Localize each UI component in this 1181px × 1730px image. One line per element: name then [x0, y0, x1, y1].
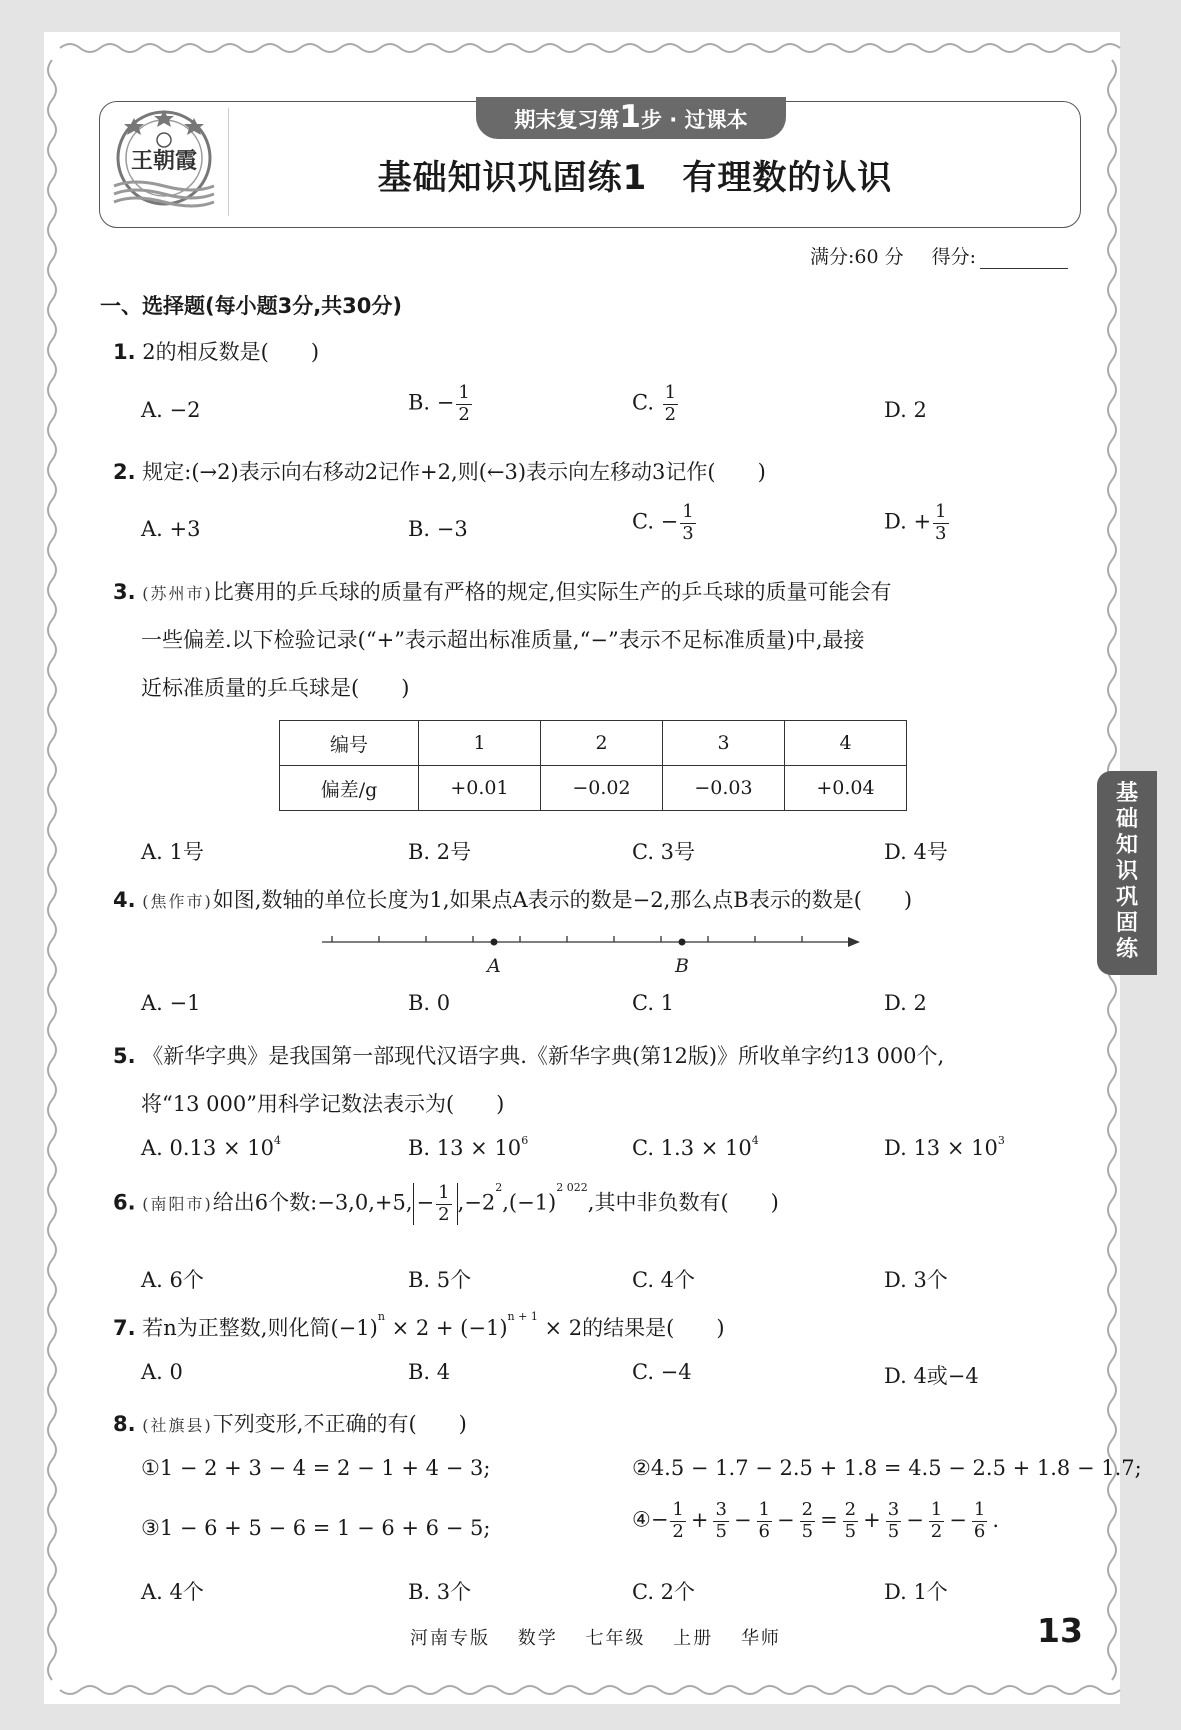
option-label: C. 1.3 × 10 [632, 1136, 752, 1160]
q8-expression-2: ②4.5 − 1.7 − 2.5 + 1.8 = 4.5 − 2.5 + 1.8 − 1.7; [632, 1456, 1142, 1480]
numerator: 1 [664, 382, 677, 403]
section-heading: 一、选择题(每小题3分,共30分) [100, 294, 403, 318]
q2-option-a[interactable]: A. +3 [141, 517, 201, 541]
q8-option-c[interactable]: C. 2个 [632, 1580, 696, 1604]
q1-option-c[interactable] [632, 383, 680, 425]
q6-option-a[interactable]: A. 6个 [141, 1268, 204, 1292]
question-5-line-2: 将“13 000”用科学记数法表示为( ) [141, 1092, 505, 1116]
question-3-line-3: 近标准质量的乒乓球是( ) [141, 676, 410, 700]
option-label: C. − [632, 509, 679, 534]
q1-option-a[interactable]: A. −2 [141, 398, 201, 422]
question-number: 3. [113, 580, 136, 604]
step-num: 1 [619, 99, 641, 135]
table-cell: 偏差/g [280, 766, 419, 811]
got-score-label: 得分: [931, 246, 977, 268]
math-text: ④− [632, 1507, 669, 1532]
denominator: 2 [438, 1203, 450, 1225]
side-tab-char: 础 [1115, 807, 1138, 832]
logo-divider [228, 108, 229, 216]
math-text: ,(−1) [502, 1190, 557, 1215]
q3-option-b[interactable]: B. 2号 [408, 840, 472, 864]
question-source: (南阳市) [142, 1194, 213, 1214]
q4-option-d[interactable]: D. 2 [884, 991, 927, 1015]
fraction [886, 1500, 901, 1542]
footer-item: 数学 [517, 1628, 558, 1649]
question-number: 7. [113, 1316, 136, 1340]
q1-option-b[interactable] [408, 383, 474, 425]
numerator: 1 [458, 382, 470, 403]
table-cell: −0.03 [663, 766, 785, 811]
deviation-table [279, 720, 907, 811]
footer-item: 七年级 [585, 1628, 646, 1649]
table-cell: −0.02 [541, 766, 663, 811]
point-a [491, 939, 498, 946]
operator: + [690, 1507, 709, 1532]
table-row [280, 766, 907, 811]
exponent: 2 [495, 1181, 503, 1194]
fraction [436, 1183, 451, 1225]
q8-option-b[interactable]: B. 3个 [408, 1580, 472, 1604]
exponent: 4 [273, 1134, 281, 1147]
q7-option-d[interactable]: D. 4或−4 [884, 1364, 979, 1388]
fraction [972, 1500, 987, 1542]
side-tab-char: 练 [1115, 937, 1138, 962]
q6-option-b[interactable]: B. 5个 [408, 1268, 472, 1292]
footer-item: 上册 [673, 1628, 714, 1649]
numerator: 1 [758, 1499, 770, 1520]
q3-option-d[interactable]: D. 4号 [884, 840, 948, 864]
exponent: 6 [521, 1134, 529, 1147]
logo-text: 王朝霞 [130, 148, 198, 174]
side-tab-char: 识 [1115, 859, 1138, 884]
question-source: (焦作市) [142, 892, 213, 911]
option-label: B. − [408, 390, 455, 415]
absolute-value [413, 1183, 458, 1225]
table-cell: 1 [419, 721, 541, 766]
operator: . [992, 1507, 999, 1532]
q8-expression-3: ③1 − 6 + 5 − 6 = 1 − 6 + 6 − 5; [141, 1516, 491, 1540]
q3-option-c[interactable]: C. 3号 [632, 840, 696, 864]
q2-option-c[interactable] [632, 502, 698, 544]
q4-option-c[interactable]: C. 1 [632, 991, 675, 1015]
question-text: 2的相反数是( ) [142, 340, 320, 364]
question-3-line-2: 一些偏差.以下检验记录(“+”表示超出标准质量,“−”表示不足标准质量)中,最接 [141, 628, 865, 652]
page-title: 基础知识巩固练1 有理数的认识 [377, 158, 893, 198]
table-cell: 3 [663, 721, 785, 766]
q4-option-b[interactable]: B. 0 [408, 991, 451, 1015]
score-blank[interactable] [980, 248, 1068, 269]
question-number: 6. [113, 1190, 136, 1215]
numerator: 2 [801, 1499, 814, 1520]
question-text: 给出6个数:−3,0,+5, [212, 1190, 413, 1215]
question-number: 1. [113, 340, 136, 364]
question-8 [113, 1408, 467, 1438]
question-4 [113, 884, 912, 914]
operator: − [949, 1507, 967, 1532]
operator: = [820, 1507, 838, 1532]
point-b-label: B [675, 955, 689, 977]
exponent: n [377, 1310, 385, 1323]
number-line [320, 928, 865, 980]
fraction [713, 1500, 728, 1542]
q6-option-d[interactable]: D. 3个 [884, 1268, 948, 1292]
table-cell: +0.01 [419, 766, 541, 811]
option-label: D. + [884, 509, 932, 534]
question-7 [113, 1312, 725, 1342]
operator: − [777, 1507, 795, 1532]
numerator: 1 [973, 1499, 986, 1520]
tick-marks [332, 936, 802, 942]
denominator: 2 [458, 403, 470, 425]
denominator: 5 [715, 1520, 727, 1542]
q5-option-c[interactable] [632, 1136, 759, 1160]
math-text: ,其中非负数有( ) [587, 1190, 779, 1215]
denominator: 3 [935, 522, 947, 544]
question-number: 5. [113, 1044, 136, 1068]
side-tab-char: 固 [1115, 911, 1138, 936]
side-tab[interactable] [1097, 771, 1157, 975]
denominator: 2 [664, 403, 677, 425]
question-6 [113, 1183, 779, 1225]
numerator: 1 [682, 501, 694, 522]
step-tab [476, 97, 786, 139]
question-text: 如图,数轴的单位长度为1,如果点A表示的数是−2,那么点B表示的数是( ) [212, 888, 913, 912]
question-number: 8. [113, 1412, 136, 1436]
table-cell: +0.04 [785, 766, 907, 811]
q7-option-c[interactable]: C. −4 [632, 1360, 692, 1384]
question-text: × 2 + (−1) [384, 1316, 508, 1340]
full-score: 满分:60 分 [810, 246, 904, 268]
question-number: 2. [113, 460, 136, 484]
table-cell: 2 [541, 721, 663, 766]
denominator: 5 [801, 1520, 814, 1542]
table-cell: 4 [785, 721, 907, 766]
footer-item: 华师 [740, 1628, 781, 1649]
operator: − [906, 1507, 924, 1532]
side-tab-char: 基 [1115, 781, 1138, 806]
numerator: 1 [930, 1499, 943, 1520]
question-text: × 2的结果是( ) [537, 1316, 725, 1340]
q8-option-d[interactable]: D. 1个 [884, 1580, 948, 1604]
step-suffix: 步 · 过课本 [640, 108, 748, 132]
question-1 [113, 336, 319, 366]
q5-option-d[interactable] [884, 1136, 1005, 1160]
operator: + [863, 1507, 881, 1532]
footer-item: 河南专版 [410, 1628, 490, 1649]
q7-option-a[interactable]: A. 0 [141, 1360, 183, 1384]
fraction [757, 1500, 772, 1542]
fraction [929, 1500, 944, 1542]
question-5 [113, 1040, 944, 1070]
exponent: 4 [751, 1134, 759, 1147]
numerator: 3 [715, 1499, 727, 1520]
q7-option-b[interactable]: B. 4 [408, 1360, 451, 1384]
denominator: 2 [930, 1520, 943, 1542]
denominator: 2 [672, 1520, 684, 1542]
page-number: 13 [1037, 1611, 1083, 1650]
fraction [670, 1500, 685, 1542]
question-text: 若n为正整数,则化简(−1) [142, 1316, 378, 1340]
numerator: 3 [887, 1499, 900, 1520]
fraction [843, 1500, 858, 1542]
question-text: 下列变形,不正确的有( ) [212, 1412, 467, 1436]
denominator: 6 [973, 1520, 986, 1542]
numerator: 2 [844, 1499, 857, 1520]
option-label: D. 13 × 10 [884, 1136, 998, 1160]
q6-option-c[interactable]: C. 4个 [632, 1268, 696, 1292]
fraction [933, 502, 948, 544]
q5-option-b[interactable] [408, 1136, 528, 1160]
footer [410, 1624, 801, 1650]
exponent: 2 022 [556, 1181, 588, 1194]
operator: − [733, 1507, 752, 1532]
numerator: 1 [672, 1499, 684, 1520]
numerator: 1 [935, 501, 947, 522]
denominator: 3 [682, 522, 694, 544]
arrow-right-icon [848, 937, 860, 947]
question-text: 《新华字典》是我国第一部现代汉语字典.《新华字典(第12版)》所收单字约13 000个, [142, 1044, 945, 1068]
option-label: A. 0.13 × 10 [141, 1136, 274, 1160]
denominator: 5 [887, 1520, 900, 1542]
question-2 [113, 456, 766, 486]
option-label: B. 13 × 10 [408, 1136, 522, 1160]
q4-option-a[interactable]: A. −1 [141, 991, 201, 1015]
exponent: n + 1 [507, 1310, 538, 1323]
numerator: 1 [438, 1182, 450, 1203]
minus-sign: − [416, 1190, 435, 1215]
step-prefix: 期末复习第 [514, 108, 620, 132]
math-text: ,−2 [457, 1190, 496, 1215]
fraction [800, 1500, 815, 1542]
score-line [810, 242, 1068, 269]
q1-option-d[interactable]: D. 2 [884, 398, 927, 422]
point-a-label: A [487, 955, 501, 977]
table-header-row [280, 721, 907, 766]
fraction [663, 383, 678, 425]
exponent: 3 [997, 1134, 1005, 1147]
question-3 [113, 576, 891, 606]
q3-option-a[interactable]: A. 1号 [141, 840, 204, 864]
question-number: 4. [113, 888, 136, 912]
question-text: 比赛用的乒乓球的质量有严格的规定,但实际生产的乒乓球的质量可能会有 [212, 580, 892, 604]
side-tab-char: 知 [1115, 833, 1138, 858]
point-b [679, 939, 686, 946]
question-source: (苏州市) [142, 584, 213, 603]
q5-option-a[interactable] [141, 1136, 281, 1160]
q2-option-b[interactable]: B. −3 [408, 517, 468, 541]
q2-option-d[interactable] [884, 502, 951, 544]
denominator: 6 [758, 1520, 770, 1542]
question-text: 规定:(→2)表示向右移动2记作+2,则(←3)表示向左移动3记作( ) [142, 460, 766, 484]
q8-expression-4 [632, 1500, 1002, 1542]
fraction [456, 383, 471, 425]
table-cell: 编号 [280, 721, 419, 766]
option-label: C. [632, 390, 661, 415]
fraction [680, 502, 695, 544]
denominator: 5 [844, 1520, 857, 1542]
brand-logo [104, 106, 224, 218]
question-source: (社旗县) [142, 1416, 213, 1435]
side-tab-char: 巩 [1115, 885, 1138, 910]
q8-option-a[interactable]: A. 4个 [141, 1580, 204, 1604]
q8-expression-1: ①1 − 2 + 3 − 4 = 2 − 1 + 4 − 3; [141, 1456, 491, 1480]
